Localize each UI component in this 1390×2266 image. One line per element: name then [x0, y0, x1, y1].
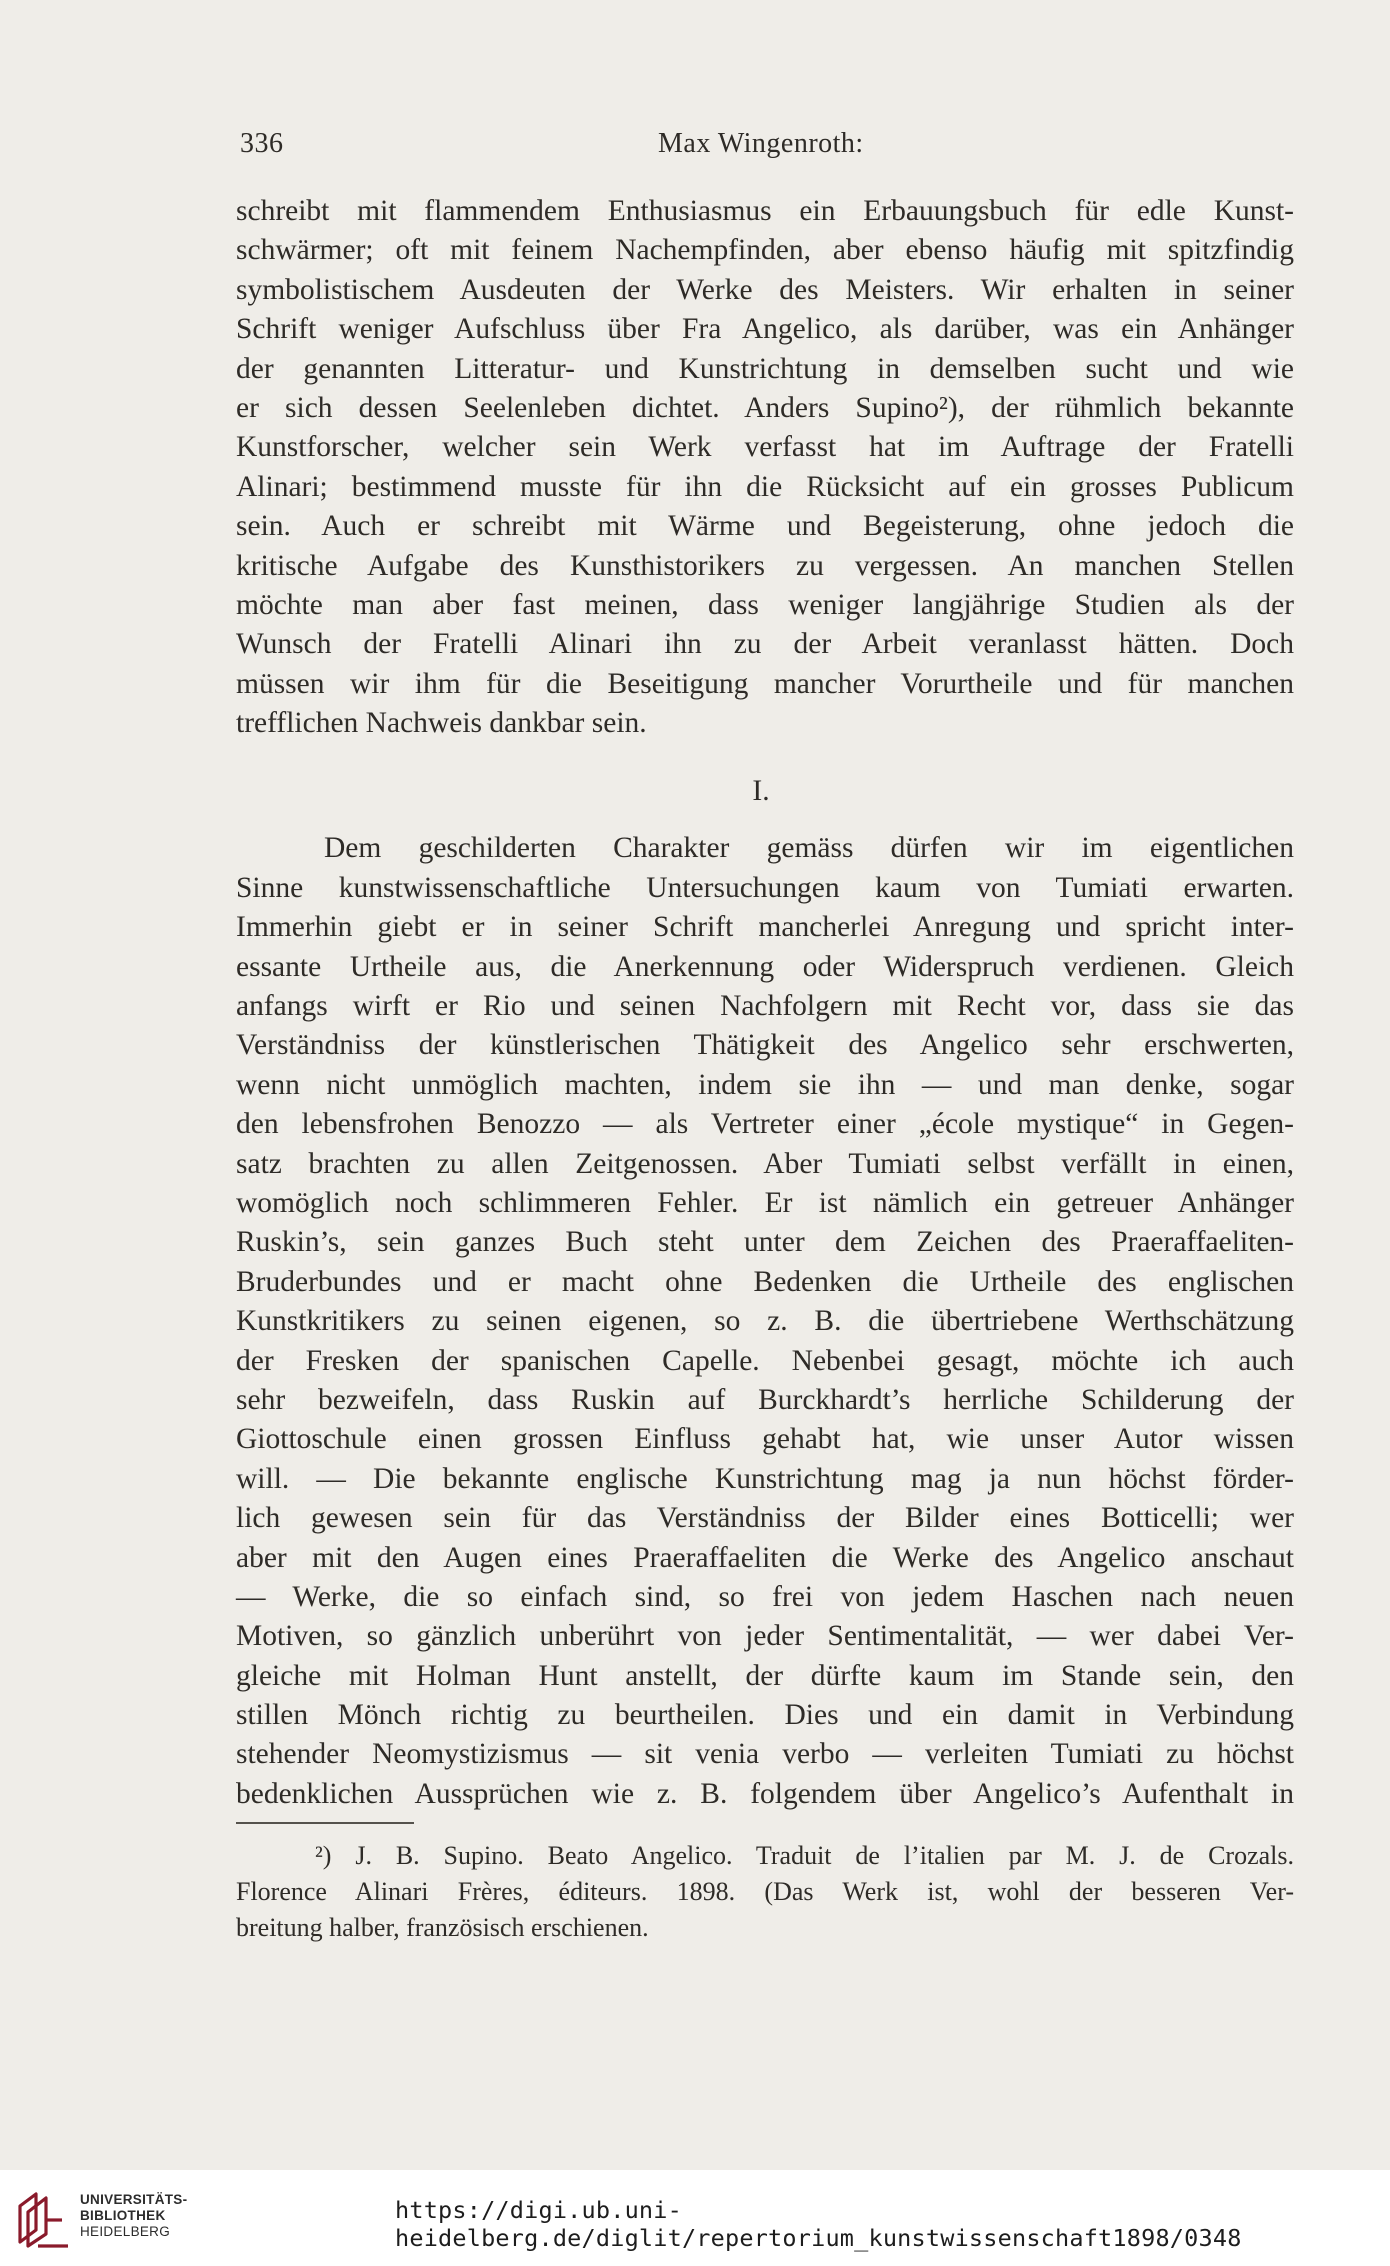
text-line: stehender Neomystizismus — sit venia verbo — verleiten Tumiati zu höchst: [236, 1738, 1294, 1771]
text-line: satz brachten zu allen Zeitgenossen. Aber Tumiati selbst verfällt in einen,: [236, 1147, 1294, 1180]
text-line: aber mit den Augen eines Praeraffaeliten die Werke des Angelico anschaut: [236, 1541, 1294, 1574]
text-line: er sich dessen Seelenleben dichtet. Anders Supino²), der rühmlich bekannte: [236, 391, 1294, 424]
text-line: Giottoschule einen grossen Einfluss gehabt hat, wie unser Autor wissen: [236, 1423, 1294, 1456]
footnote-line: breitung halber, französisch erschienen.: [236, 1913, 649, 1942]
text-line: kritische Aufgabe des Kunsthistorikers zu vergessen. An manchen Stellen: [236, 549, 1294, 582]
text-line: lich gewesen sein für das Verständniss der Bilder eines Botticelli; wer: [236, 1502, 1294, 1535]
footnotes: [236, 1838, 1294, 1946]
text-line: Immerhin giebt er in seiner Schrift mancherlei Anregung und spricht inter-: [236, 911, 1294, 944]
library-name-line-2: BIBLIOTHEK: [80, 2208, 166, 2223]
paragraph-1: [236, 192, 1294, 743]
text-line: Kunstkritikers zu seinen eigenen, so z. B. die übertriebene Werthschätzung: [236, 1305, 1294, 1338]
text-line: symbolistischem Ausdeuten der Werke des Meisters. Wir erhalten in seiner: [236, 273, 1294, 306]
footnote-line: ²) J. B. Supino. Beato Angelico. Traduit de l’italien par M. J. de Crozals.: [315, 1841, 1294, 1870]
text-line: trefflichen Nachweis dankbar sein.: [236, 707, 647, 740]
library-name-line-3: HEIDELBERG: [80, 2224, 171, 2239]
text-line: schwärmer; oft mit feinem Nachempfinden, aber ebenso häufig mit spitzfindig: [236, 234, 1294, 267]
text-line: Verständniss der künstlerischen Thätigkeit des Angelico sehr erschwerten,: [236, 1029, 1294, 1062]
text-line: bedenklichen Aussprüchen wie z. B. folgendem über Angelico’s Aufenthalt in: [236, 1777, 1294, 1810]
permalink-url[interactable]: https://digi.ub.uni-heidelberg.de/diglit/repertorium_kunstwissenschaft1898/0348: [395, 2196, 1242, 2252]
text-line: anfangs wirft er Rio und seinen Nachfolgern mit Recht vor, dass sie das: [236, 990, 1294, 1023]
library-logo-icon: [12, 2190, 72, 2248]
library-name-line-1: UNIVERSITÄTS-: [80, 2192, 188, 2207]
page-header: [240, 128, 1155, 168]
text-line: sein. Auch er schreibt mit Wärme und Begeisterung, ohne jedoch die: [236, 510, 1294, 543]
text-line: Dem geschilderten Charakter gemäss dürfen wir im eigentlichen: [324, 832, 1294, 865]
text-line: Motiven, so gänzlich unberührt von jeder Sentimentalität, — wer dabei Ver-: [236, 1620, 1294, 1653]
text-line: womöglich noch schlimmeren Fehler. Er ist nämlich ein getreuer Anhänger: [236, 1186, 1294, 1219]
text-line: Bruderbundes und er macht ohne Bedenken die Urtheile des englischen: [236, 1265, 1294, 1298]
text-line: der genannten Litteratur- und Kunstrichtung in demselben sucht und wie: [236, 352, 1294, 385]
text-line: wenn nicht unmöglich machten, indem sie ihn — und man denke, sogar: [236, 1068, 1294, 1101]
text-line: müssen wir ihm für die Beseitigung mancher Vorurtheile und für manchen: [236, 667, 1294, 700]
viewer-footer: [0, 2170, 1390, 2266]
text-line: Ruskin’s, sein ganzes Buch steht unter dem Zeichen des Praeraffaeliten-: [236, 1226, 1294, 1259]
running-head: Max Wingenroth:: [658, 128, 864, 159]
text-line: Kunstforscher, welcher sein Werk verfasst hat im Auftrage der Fratelli: [236, 431, 1294, 464]
text-line: gleiche mit Holman Hunt anstellt, der dürfte kaum im Stande sein, den: [236, 1659, 1294, 1692]
text-line: möchte man aber fast meinen, dass weniger langjährige Studien als der: [236, 588, 1294, 621]
text-line: Wunsch der Fratelli Alinari ihn zu der Arbeit veranlasst hätten. Doch: [236, 628, 1294, 661]
text-line: schreibt mit flammendem Enthusiasmus ein Erbauungsbuch für edle Kunst-: [236, 195, 1294, 227]
text-line: stillen Mönch richtig zu beurtheilen. Dies und ein damit in Verbindung: [236, 1699, 1294, 1732]
section-heading: I.: [752, 775, 770, 808]
footnote-rule: [236, 1822, 414, 1824]
text-line: essante Urtheile aus, die Anerkennung oder Widerspruch verdienen. Gleich: [236, 950, 1294, 983]
text-line: Alinari; bestimmend musste für ihn die Rücksicht auf ein grosses Publicum: [236, 470, 1294, 503]
text-line: — Werke, die so einfach sind, so frei von jedem Haschen nach neuen: [236, 1580, 1294, 1613]
text-line: sehr bezweifeln, dass Ruskin auf Burckhardt’s herrliche Schilderung der: [236, 1383, 1294, 1416]
text-line: den lebensfrohen Benozzo — als Vertreter einer „école mystique“ in Gegen-: [236, 1108, 1294, 1141]
footnote-line: Florence Alinari Frères, éditeurs. 1898. (Das Werk ist, wohl der besseren Ver-: [236, 1877, 1294, 1906]
text-line: der Fresken der spanischen Capelle. Nebenbei gesagt, möchte ich auch: [236, 1344, 1294, 1377]
text-line: Schrift weniger Aufschluss über Fra Angelico, als darüber, was ein Anhänger: [236, 313, 1294, 346]
text-line: will. — Die bekannte englische Kunstrichtung mag ja nun höchst förder-: [236, 1462, 1294, 1495]
text-line: Sinne kunstwissenschaftliche Untersuchungen kaum von Tumiati erwarten.: [236, 871, 1294, 904]
paragraph-2: [236, 829, 1294, 1814]
page-number: 336: [240, 128, 284, 159]
library-name: [80, 2192, 187, 2240]
body-text: [236, 192, 1294, 1814]
